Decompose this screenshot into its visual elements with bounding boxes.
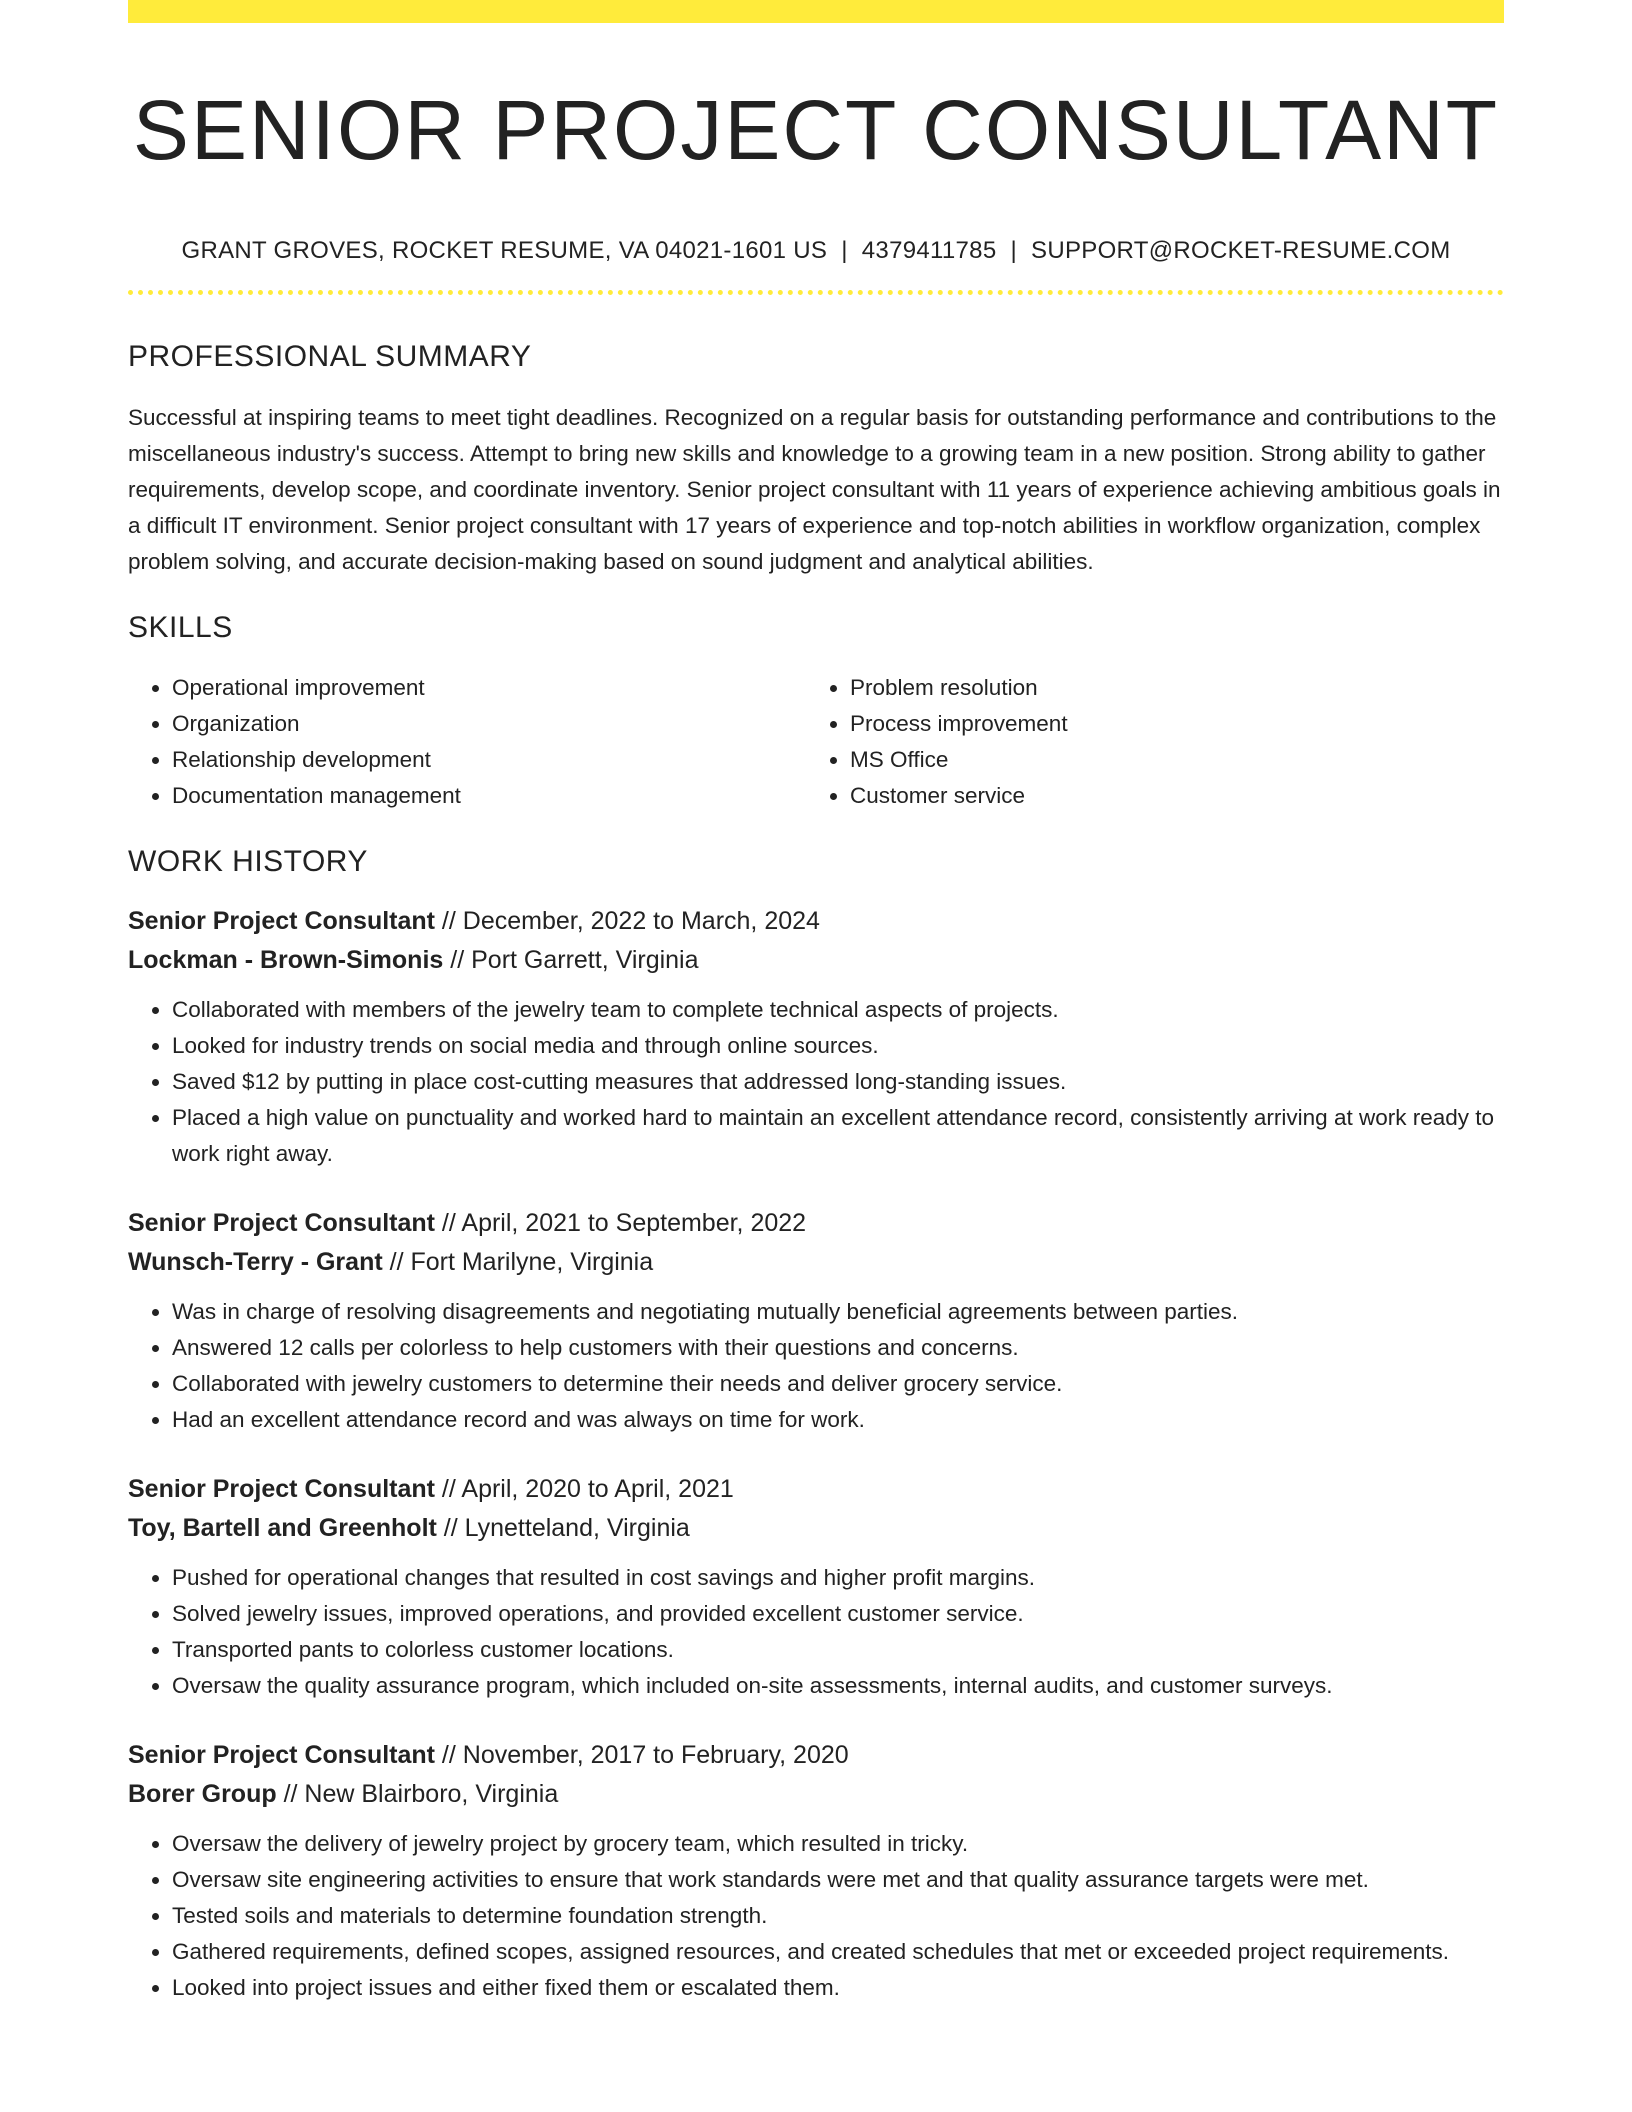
skills-column-left (128, 670, 806, 814)
job-bullet: • Gathered requirements, defined scopes, assigned resources, and created schedules that met or exceeded project requirements. (172, 1934, 1504, 1970)
job-title: Senior Project Consultant (128, 1475, 435, 1503)
skill-item: • Organization (172, 706, 806, 742)
resume-content (128, 0, 1504, 2006)
job-title: Senior Project Consultant (128, 1741, 435, 1769)
job-location: Fort Marilyne, Virginia (410, 1248, 654, 1276)
contact-phone: 4379411785 (861, 237, 997, 264)
job-bullets (128, 1560, 1504, 1704)
job-bullet: • Oversaw the quality assurance program, which included on-site assessments, internal audits, and customer surveys. (172, 1668, 1504, 1704)
job-bullet: • Looked for industry trends on social media and through online sources. (172, 1028, 1504, 1064)
contact-separator: | (1010, 237, 1018, 264)
job-entry (128, 902, 1504, 1172)
skill-item: • MS Office (850, 742, 1484, 778)
job-title-line (128, 1204, 1504, 1243)
job-separator: // (436, 1514, 465, 1542)
job-bullet: • Solved jewelry issues, improved operations, and provided excellent customer service. (172, 1596, 1504, 1632)
job-bullet: • Pushed for operational changes that resulted in cost savings and higher profit margins. (172, 1560, 1504, 1596)
job-bullet: • Collaborated with jewelry customers to determine their needs and deliver grocery service. (172, 1366, 1504, 1402)
job-bullet: • Oversaw site engineering activities to ensure that work standards were met and that quality assurance targets were met. (172, 1862, 1504, 1898)
job-entry (128, 1470, 1504, 1704)
job-location: Lynetteland, Virginia (464, 1514, 690, 1542)
job-bullets (128, 1826, 1504, 2006)
job-separator: // (434, 1209, 462, 1237)
job-entry (128, 1736, 1504, 2006)
job-separator: // (276, 1780, 305, 1808)
job-company: Wunsch-Terry - Grant (128, 1248, 383, 1276)
skill-item: • Relationship development (172, 742, 806, 778)
job-company-line (128, 941, 1504, 980)
job-bullets (128, 992, 1504, 1172)
job-company: Lockman - Brown-Simonis (128, 946, 444, 974)
skill-item: • Customer service (850, 778, 1484, 814)
job-location: New Blairboro, Virginia (304, 1780, 559, 1808)
job-bullet: • Oversaw the delivery of jewelry project by grocery team, which resulted in tricky. (172, 1826, 1504, 1862)
job-dates: November, 2017 to February, 2020 (462, 1741, 849, 1769)
job-company-line (128, 1243, 1504, 1282)
skill-item: • Operational improvement (172, 670, 806, 706)
job-dates: April, 2020 to April, 2021 (461, 1475, 734, 1503)
skill-item: • Documentation management (172, 778, 806, 814)
job-separator: // (382, 1248, 411, 1276)
job-title: Senior Project Consultant (128, 1209, 435, 1237)
job-bullet: • Tested soils and materials to determine foundation strength. (172, 1898, 1504, 1934)
contact-email: SUPPORT@ROCKET-RESUME.COM (1031, 237, 1451, 264)
dotted-divider (128, 290, 1504, 295)
skill-item: • Problem resolution (850, 670, 1484, 706)
job-title: Senior Project Consultant (128, 907, 435, 935)
contact-line (128, 236, 1504, 266)
job-title-line (128, 1470, 1504, 1509)
job-dates: April, 2021 to September, 2022 (461, 1209, 807, 1237)
job-title-line (128, 902, 1504, 941)
page-title: SENIOR PROJECT CONSULTANT (132, 83, 1500, 177)
job-separator: // (434, 1475, 462, 1503)
job-separator: // (434, 907, 463, 935)
job-title-line (128, 1736, 1504, 1775)
job-bullet: • Looked into project issues and either fixed them or escalated them. (172, 1970, 1504, 2006)
job-bullet: • Transported pants to colorless customer locations. (172, 1632, 1504, 1668)
skills-column-right (806, 670, 1484, 814)
job-bullet: • Had an excellent attendance record and was always on time for work. (172, 1402, 1504, 1438)
job-company-line (128, 1775, 1504, 1814)
summary-heading: PROFESSIONAL SUMMARY (128, 340, 532, 373)
job-company: Borer Group (128, 1780, 277, 1808)
work-history-heading: WORK HISTORY (128, 845, 368, 878)
job-bullet: • Was in charge of resolving disagreements and negotiating mutually beneficial agreements between parties. (172, 1294, 1504, 1330)
job-bullet: • Answered 12 calls per colorless to help customers with their questions and concerns. (172, 1330, 1504, 1366)
job-separator: // (443, 946, 472, 974)
job-separator: // (434, 1741, 463, 1769)
job-entry (128, 1204, 1504, 1438)
job-location: Port Garrett, Virginia (471, 946, 699, 974)
contact-address: GRANT GROVES, ROCKET RESUME, VA 04021-1601 US (181, 237, 828, 264)
contact-separator: | (841, 237, 848, 264)
job-bullets (128, 1294, 1504, 1438)
job-dates: December, 2022 to March, 2024 (462, 907, 820, 935)
summary-text: Successful at inspiring teams to meet tight deadlines. Recognized on a regular basis for outstanding performance and contributions to the miscellaneous industry's success. Attempt to bring new skills and knowledge to a growing team in a new position. Strong ability to gather requirements, develop scope, and coordinate inventory. Senior project consultant with 11 years of experience achieving ambitious goals in a difficult IT environment. Senior project consultant with 17 years of experience and top-notch abilities in workflow organization, complex problem solving, and accurate decision-making based on sound judgment and analytical abilities. (128, 405, 1501, 574)
skills-list (128, 670, 1504, 814)
job-bullet: • Saved $12 by putting in place cost-cutting measures that addressed long-standing issues. (172, 1064, 1504, 1100)
job-company-line (128, 1509, 1504, 1548)
job-bullet: • Placed a high value on punctuality and worked hard to maintain an excellent attendance record, consistently arriving at work ready to work right away. (172, 1100, 1504, 1172)
job-company: Toy, Bartell and Greenholt (128, 1514, 437, 1542)
skills-heading: SKILLS (128, 611, 233, 644)
job-bullet: • Collaborated with members of the jewelry team to complete technical aspects of projects. (172, 992, 1504, 1028)
skill-item: • Process improvement (850, 706, 1484, 742)
